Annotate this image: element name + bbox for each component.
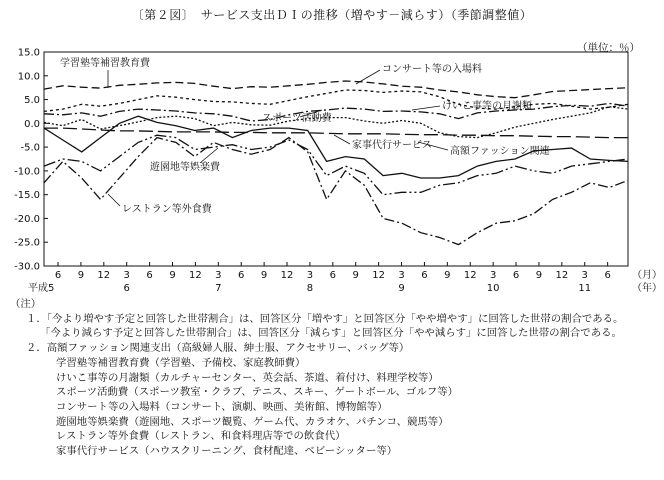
y-tick-label: 15.0 <box>17 47 40 59</box>
year-label: 7 <box>215 283 222 294</box>
notes-heading: （注） <box>10 298 42 310</box>
x-tick-label: 12 <box>97 270 111 281</box>
year-unit: （年） <box>632 283 662 294</box>
year-label: 6 <box>123 283 130 294</box>
year-label: 10 <box>486 283 500 294</box>
series-annotation: 遊園地等娯楽費 <box>150 162 220 173</box>
note-2: ２．高額ファッション関連支出（高級婦人服、紳士服、アクセサリー、バッグ等） <box>26 342 410 355</box>
year-label: 9 <box>398 283 405 294</box>
x-tick-label: 6 <box>421 270 428 281</box>
x-tick-label: 9 <box>169 270 176 281</box>
x-tick-label: 3 <box>398 270 405 281</box>
x-tick-label: 12 <box>555 270 569 281</box>
annotation-leader <box>108 194 120 206</box>
series-annotation: コンサート等の入場料 <box>382 64 482 75</box>
series-line <box>44 81 628 98</box>
x-tick-label: 3 <box>581 270 588 281</box>
note-item: 学習塾等補習教育費（学習塾、予備校、家庭教師費） <box>56 356 306 369</box>
x-tick-label: 12 <box>463 270 477 281</box>
x-tick-label: 12 <box>372 270 385 281</box>
x-tick-label: 3 <box>489 270 497 281</box>
x-tick-label: 12 <box>189 270 202 281</box>
x-tick-label: 6 <box>146 270 153 281</box>
series-lines <box>44 81 628 245</box>
y-tick-label: -20.0 <box>14 213 40 225</box>
note-1b: 「今より減らす予定と回答した世帯割合」は、回答区分「減らす」と回答区分「やや減らす」に回答した世帯の割合である。 <box>40 327 622 340</box>
unit-label: （単位：％） <box>577 42 640 54</box>
annotation-leader <box>412 106 440 110</box>
x-tick-label: 9 <box>260 270 268 281</box>
note-item: レストラン等外食費（レストラン、和食料理店等での飲食代） <box>56 430 346 443</box>
y-tick-label: -5.0 <box>20 142 40 154</box>
y-tick-label: -25.0 <box>14 237 40 249</box>
x-tick-label: 3 <box>215 270 222 281</box>
y-tick-label: -15.0 <box>14 190 40 202</box>
series-annotation: 高額ファッション関連 <box>450 146 550 157</box>
note-item: 家事代行サービス（ハウスクリーニング、食材配達、ベビーシッター等） <box>56 445 398 458</box>
x-tick-label: 9 <box>444 270 451 281</box>
series-annotations <box>60 56 550 215</box>
year-label: 11 <box>578 283 592 294</box>
x-tick-label: 9 <box>77 270 85 281</box>
note-item: スポーツ活動費（スポーツ教室・クラブ、テニス、スキー、ゲートボール、ゴルフ等） <box>56 386 459 399</box>
annotation-leader <box>334 135 350 144</box>
series-annotation: けいこ事等の月謝類 <box>442 101 532 112</box>
axes <box>14 48 664 295</box>
y-tick-label: -10.0 <box>14 166 40 178</box>
x-tick-label: 6 <box>604 270 611 281</box>
series-annotation: 学習塾等補習教育費 <box>60 58 150 69</box>
note-item: コンサート等の入場料（コンサート、演劇、映画、美術館、博物館等） <box>56 400 388 413</box>
x-tick-label: 3 <box>123 270 130 281</box>
x-tick-label: 3 <box>306 270 314 281</box>
series-annotation: レストラン等外食費 <box>122 204 212 215</box>
x-tick-label: 6 <box>512 270 520 281</box>
x-tick-label: 6 <box>329 270 337 281</box>
y-tick-label: 0.0 <box>24 118 40 130</box>
y-tick-label: 10.0 <box>17 71 40 83</box>
y-tick-label: -30.0 <box>14 261 40 273</box>
year-label: 平成5 <box>28 283 55 294</box>
notes <box>10 297 660 459</box>
chart-title: 〔第２図〕 サービス支出ＤＩの推移（増やす－減らす）（季節調整値） <box>131 8 533 22</box>
series-annotation: スポーツ活動費 <box>262 113 332 124</box>
note-item: けいこ事等の月謝類（カルチャーセンター、英会話、茶道、着付け、料理学校等） <box>56 371 439 384</box>
note-1: １．「今より増やす予定と回答した世帯割合」は、回答区分「増やす」と回答区分「やや増やす」に回答した世帯の割合である。 <box>26 312 624 325</box>
year-label: 8 <box>306 283 314 294</box>
note-item: 遊園地等娯楽費（遊園地、スポーツ観覧、ゲーム代、カラオケ、パチンコ、競馬等） <box>56 415 449 428</box>
x-tick-label: 9 <box>535 270 543 281</box>
month-unit: （月） <box>632 270 662 281</box>
x-tick-label: 9 <box>352 270 359 281</box>
x-tick-label: 6 <box>54 270 62 281</box>
x-tick-label: 12 <box>280 270 294 281</box>
y-tick-label: 5.0 <box>24 95 40 107</box>
x-tick-label: 6 <box>238 270 245 281</box>
series-annotation: 家事代行サービス <box>352 140 432 151</box>
